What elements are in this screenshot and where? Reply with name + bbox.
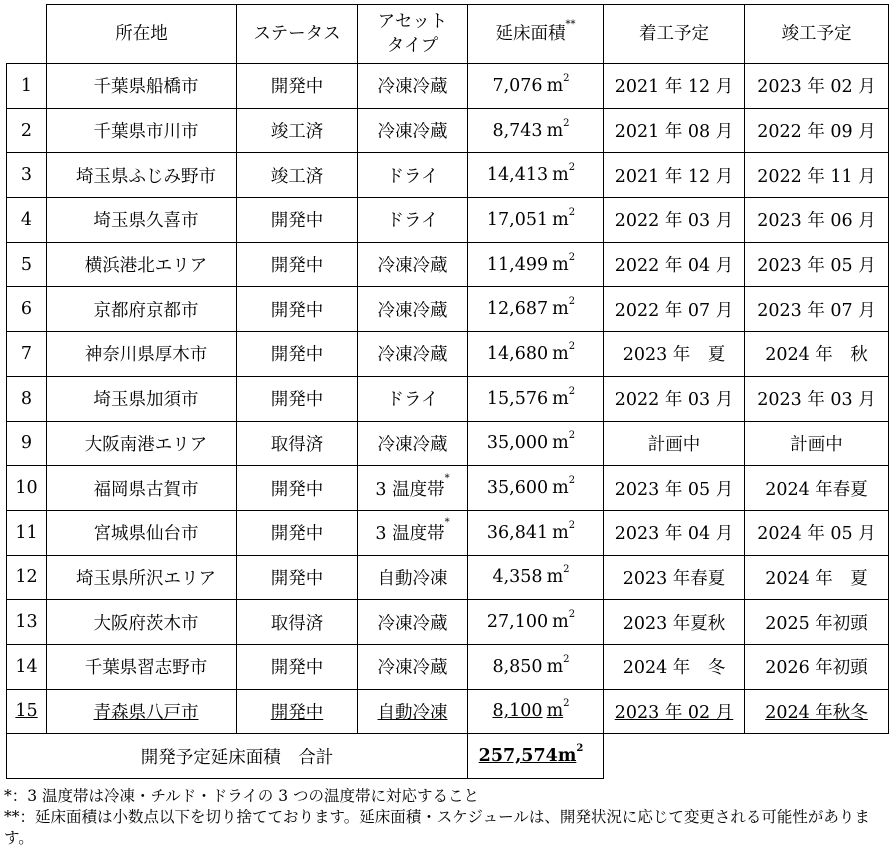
row-floor-area: [468, 287, 604, 332]
header-asset-type-line1: アセット: [377, 12, 448, 32]
row-floor-area-unit: m: [546, 75, 564, 96]
row-number-text: 8: [20, 388, 33, 409]
table-row: [7, 644, 889, 689]
row-number: [7, 376, 47, 421]
row-completion-text: 2023 年 03 月: [757, 390, 876, 411]
header-status: ステータス: [237, 5, 358, 64]
row-start: [604, 242, 745, 287]
row-floor-area-unit-sup: 2: [568, 340, 576, 352]
row-floor-area-unit-sup: 2: [563, 653, 570, 665]
row-location-text: 京都府京都市: [93, 300, 199, 321]
row-start-text: 2021 年 12 月: [614, 166, 734, 187]
row-floor-area-unit-sup: 2: [568, 430, 576, 442]
row-status: [237, 332, 358, 377]
table-row: [7, 689, 889, 734]
row-asset-type-text: 冷凍冷蔵: [377, 256, 448, 277]
row-floor-area-unit: m: [552, 299, 569, 320]
row-start-text: 2023 年 02 月: [614, 702, 734, 723]
table-row: [7, 198, 889, 243]
row-asset-type: [358, 287, 468, 332]
row-asset-type-text: 3 温度帯: [375, 479, 445, 500]
row-status-text: 開発中: [270, 524, 324, 545]
row-status: [237, 421, 358, 466]
row-completion: [745, 108, 889, 153]
row-completion: [745, 376, 889, 421]
row-number-text: 14: [15, 656, 38, 677]
row-location-text: 千葉県船橋市: [93, 77, 199, 98]
row-floor-area-value: 27,100: [486, 612, 549, 633]
row-floor-area: [468, 600, 604, 645]
row-completion-text: 2022 年 11 月: [757, 166, 876, 187]
row-completion: [745, 242, 889, 287]
row-floor-area-unit: m: [552, 433, 569, 454]
row-asset-type-text: 自動冷凍: [377, 702, 448, 723]
row-asset-type-text: 冷凍冷蔵: [377, 300, 448, 321]
row-location: [47, 689, 237, 734]
table-row: [7, 287, 889, 332]
header-corner: [7, 5, 47, 64]
row-asset-type-text: 3 温度帯: [375, 524, 445, 545]
row-completion: [745, 510, 889, 555]
row-number: [7, 421, 47, 466]
row-floor-area-unit: m: [552, 165, 569, 186]
total-value: [468, 734, 604, 779]
row-status-text: 開発中: [270, 658, 324, 679]
row-floor-area: [468, 555, 604, 600]
row-floor-area-unit-sup: 2: [568, 162, 576, 174]
row-location-text: 福岡県古賀市: [93, 479, 199, 500]
row-completion-text: 2025 年初頭: [765, 613, 868, 634]
row-start: [604, 466, 745, 511]
row-status-text: 取得済: [270, 613, 324, 634]
header-location: 所在地: [47, 5, 237, 64]
row-asset-type-text: ドライ: [386, 390, 439, 411]
row-start-text: 2023 年夏秋: [622, 613, 726, 634]
row-floor-area-unit: m: [552, 343, 569, 364]
row-location-text: 横浜港北エリア: [84, 256, 208, 277]
row-start: [604, 689, 745, 734]
row-floor-area-value: 4,358: [492, 567, 543, 588]
row-start-text: 2021 年 08 月: [614, 122, 734, 143]
row-asset-type: [358, 332, 468, 377]
row-number-text: 11: [15, 522, 38, 543]
row-asset-type: [358, 510, 468, 555]
row-floor-area-unit-sup: 2: [568, 296, 576, 308]
row-number-text: 10: [15, 478, 38, 499]
row-asset-type-mark: *: [444, 517, 450, 529]
row-location-text: 埼玉県ふじみ野市: [76, 166, 216, 187]
row-number: [7, 108, 47, 153]
row-number: [7, 689, 47, 734]
row-status-text: 取得済: [270, 434, 324, 455]
row-start-text: 2023 年春夏: [622, 568, 726, 589]
table-row: [7, 555, 889, 600]
row-status: [237, 689, 358, 734]
row-number-text: 3: [20, 165, 33, 186]
table-row: [7, 242, 889, 287]
row-floor-area-unit-sup: 2: [563, 564, 570, 576]
row-floor-area-unit-sup: 2: [568, 251, 576, 263]
footnotes: [4, 786, 892, 849]
row-asset-type: [358, 108, 468, 153]
row-location-text: 青森県八戸市: [93, 702, 199, 723]
row-status: [237, 466, 358, 511]
row-status-text: 竣工済: [270, 122, 324, 143]
row-location: [47, 242, 237, 287]
row-status-text: 開発中: [270, 211, 324, 232]
total-row: [7, 734, 889, 779]
row-status: [237, 510, 358, 555]
row-completion: [745, 466, 889, 511]
row-location-text: 埼玉県所沢エリア: [76, 568, 216, 589]
row-completion: [745, 644, 889, 689]
table-row: [7, 108, 889, 153]
row-status: [237, 644, 358, 689]
table-row: [7, 376, 889, 421]
row-floor-area-value: 12,687: [486, 299, 549, 320]
row-status: [237, 376, 358, 421]
row-floor-area-unit: m: [546, 656, 564, 677]
row-floor-area: [468, 510, 604, 555]
row-location: [47, 287, 237, 332]
row-asset-type: [358, 600, 468, 645]
row-status-text: 開発中: [270, 256, 324, 277]
row-floor-area-value: 36,841: [486, 522, 549, 543]
row-location: [47, 466, 237, 511]
row-asset-type-text: 冷凍冷蔵: [377, 658, 448, 679]
row-asset-type: [358, 689, 468, 734]
row-start: [604, 600, 745, 645]
table-row: [7, 600, 889, 645]
table-row: [7, 510, 889, 555]
row-location: [47, 600, 237, 645]
row-number: [7, 332, 47, 377]
header-completion: 竣工予定: [745, 5, 889, 64]
row-number: [7, 644, 47, 689]
row-completion-text: 2026 年初頭: [765, 658, 868, 679]
row-completion-text: 2024 年 夏: [765, 568, 868, 589]
row-floor-area: [468, 198, 604, 243]
row-completion: [745, 421, 889, 466]
row-floor-area-unit: m: [552, 388, 569, 409]
row-asset-type: [358, 466, 468, 511]
row-floor-area: [468, 644, 604, 689]
table-row: [7, 421, 889, 466]
row-completion-text: 2024 年 05 月: [757, 524, 876, 545]
row-status-text: 開発中: [270, 300, 324, 321]
row-floor-area: [468, 242, 604, 287]
row-floor-area-unit: m: [546, 701, 564, 722]
row-number-text: 4: [20, 209, 33, 230]
row-number: [7, 555, 47, 600]
row-floor-area-unit: m: [552, 254, 569, 275]
row-completion: [745, 198, 889, 243]
row-number: [7, 242, 47, 287]
row-start: [604, 421, 745, 466]
row-start: [604, 64, 745, 109]
row-floor-area-unit-sup: 2: [568, 206, 576, 218]
row-floor-area-unit-sup: 2: [563, 698, 570, 710]
row-floor-area-unit: m: [552, 522, 569, 543]
row-location-text: 千葉県市川市: [93, 122, 199, 143]
row-status-text: 開発中: [270, 568, 324, 589]
table-row: [7, 64, 889, 109]
row-start: [604, 332, 745, 377]
row-asset-type-text: 冷凍冷蔵: [377, 613, 448, 634]
row-location: [47, 644, 237, 689]
row-location: [47, 108, 237, 153]
row-asset-type-text: 冷凍冷蔵: [377, 434, 448, 455]
row-number-text: 9: [20, 433, 33, 454]
row-start: [604, 644, 745, 689]
row-floor-area: [468, 153, 604, 198]
row-location: [47, 376, 237, 421]
row-asset-type-text: 自動冷凍: [377, 568, 448, 589]
table-row: [7, 332, 889, 377]
row-status: [237, 600, 358, 645]
row-location-text: 宮城県仙台市: [93, 524, 199, 545]
row-asset-type: [358, 64, 468, 109]
row-completion: [745, 689, 889, 734]
row-location: [47, 64, 237, 109]
row-completion-text: 2024 年 秋: [765, 345, 868, 366]
row-status-text: 開発中: [270, 345, 324, 366]
row-floor-area-value: 15,576: [486, 388, 549, 409]
row-status: [237, 242, 358, 287]
row-start-text: 2024 年 冬: [622, 658, 726, 679]
total-empty-1: [604, 734, 745, 779]
row-number: [7, 198, 47, 243]
row-floor-area-unit: m: [552, 612, 569, 633]
row-completion-text: 2023 年 06 月: [757, 211, 876, 232]
row-completion-text: 2024 年秋冬: [765, 702, 868, 723]
row-start-text: 計画中: [647, 434, 701, 455]
row-completion: [745, 600, 889, 645]
row-location-text: 大阪南港エリア: [84, 434, 208, 455]
row-status-text: 開発中: [270, 702, 324, 723]
row-number-text: 7: [20, 343, 33, 364]
development-table: [6, 4, 889, 779]
row-location-text: 千葉県習志野市: [84, 658, 208, 679]
row-number: [7, 600, 47, 645]
row-completion-text: 2024 年春夏: [765, 479, 868, 500]
row-status: [237, 198, 358, 243]
row-start-text: 2023 年 05 月: [614, 479, 734, 500]
row-floor-area: [468, 421, 604, 466]
row-completion: [745, 332, 889, 377]
row-floor-area-value: 35,000: [486, 433, 549, 454]
row-location-text: 大阪府茨木市: [93, 613, 199, 634]
row-number: [7, 510, 47, 555]
row-status-text: 竣工済: [270, 166, 324, 187]
row-number-text: 13: [15, 612, 38, 633]
row-floor-area-value: 8,100: [492, 701, 543, 722]
row-status: [237, 555, 358, 600]
row-location: [47, 510, 237, 555]
row-start: [604, 287, 745, 332]
row-asset-type-text: 冷凍冷蔵: [377, 345, 448, 366]
row-completion: [745, 153, 889, 198]
row-asset-type: [358, 421, 468, 466]
row-location: [47, 555, 237, 600]
row-floor-area-unit: m: [546, 120, 564, 141]
row-start: [604, 108, 745, 153]
row-floor-area-value: 17,051: [486, 209, 549, 230]
row-floor-area-unit: m: [552, 478, 569, 499]
row-number: [7, 466, 47, 511]
row-number-text: 2: [20, 120, 33, 141]
row-number-text: 12: [15, 567, 38, 588]
row-number: [7, 153, 47, 198]
row-number: [7, 287, 47, 332]
row-floor-area: [468, 108, 604, 153]
row-number-text: 5: [20, 254, 33, 275]
row-asset-type-text: ドライ: [386, 166, 439, 187]
header-floor-area: [468, 5, 604, 64]
row-asset-type-mark: *: [444, 472, 450, 484]
row-asset-type: [358, 376, 468, 421]
footnote-2: **：延床面積は小数点以下を切り捨てております。延床面積・スケジュールは、開発状況に応じて変更される可能性があります。: [4, 808, 870, 847]
header-start: 着工予定: [604, 5, 745, 64]
row-floor-area: [468, 689, 604, 734]
row-asset-type: [358, 242, 468, 287]
row-start-text: 2021 年 12 月: [614, 77, 734, 98]
row-floor-area-unit-sup: 2: [568, 609, 576, 621]
row-completion-text: 2023 年 07 月: [757, 300, 876, 321]
header-floor-area-mark: **: [565, 19, 576, 30]
row-asset-type: [358, 644, 468, 689]
row-status-text: 開発中: [270, 390, 324, 411]
row-floor-area: [468, 332, 604, 377]
row-floor-area-unit-sup: 2: [568, 385, 576, 397]
total-empty-2: [745, 734, 889, 779]
row-asset-type: [358, 198, 468, 243]
row-location-text: 埼玉県久喜市: [93, 211, 199, 232]
row-floor-area: [468, 64, 604, 109]
row-status-text: 開発中: [270, 77, 324, 98]
row-floor-area: [468, 376, 604, 421]
row-status: [237, 64, 358, 109]
row-floor-area-value: 8,743: [492, 120, 543, 141]
row-number: [7, 64, 47, 109]
row-location-text: 埼玉県加須市: [93, 390, 199, 411]
row-floor-area-value: 7,076: [492, 75, 543, 96]
row-completion: [745, 64, 889, 109]
row-floor-area-unit: m: [552, 209, 569, 230]
row-asset-type: [358, 555, 468, 600]
row-completion-text: 2022 年 09 月: [757, 122, 876, 143]
row-floor-area: [468, 466, 604, 511]
row-floor-area-value: 8,850: [492, 656, 543, 677]
row-asset-type-text: ドライ: [386, 211, 439, 232]
table-row: [7, 153, 889, 198]
row-start: [604, 376, 745, 421]
header-floor-area-label: 延床面積: [495, 24, 566, 44]
row-start-text: 2023 年 夏: [622, 345, 726, 366]
row-start-text: 2023 年 04 月: [614, 524, 734, 545]
total-value-unit-sup: 2: [576, 743, 584, 755]
row-number-text: 15: [15, 701, 38, 722]
row-start: [604, 510, 745, 555]
row-location: [47, 153, 237, 198]
row-completion-text: 2023 年 05 月: [757, 256, 876, 277]
row-location-text: 神奈川県厚木市: [84, 345, 208, 366]
row-floor-area-unit-sup: 2: [568, 519, 576, 531]
row-floor-area-value: 14,680: [486, 343, 549, 364]
row-floor-area-unit-sup: 2: [563, 72, 570, 84]
row-floor-area-unit-sup: 2: [563, 117, 570, 129]
row-number-text: 1: [20, 75, 33, 96]
row-start-text: 2022 年 03 月: [614, 211, 734, 232]
row-completion-text: 計画中: [790, 434, 843, 455]
row-location: [47, 332, 237, 377]
row-floor-area-value: 11,499: [486, 254, 549, 275]
footnote-1: *：3 温度帯は冷凍・チルド・ドライの 3 つの温度帯に対応すること: [4, 787, 480, 805]
row-asset-type: [358, 153, 468, 198]
row-start-text: 2022 年 03 月: [614, 390, 734, 411]
row-completion: [745, 555, 889, 600]
row-status: [237, 287, 358, 332]
header-asset-type-line2: タイプ: [386, 36, 439, 56]
row-floor-area-unit-sup: 2: [568, 475, 576, 487]
row-start-text: 2022 年 07 月: [614, 300, 734, 321]
row-status-text: 開発中: [270, 479, 324, 500]
row-asset-type-text: 冷凍冷蔵: [377, 122, 448, 143]
row-start: [604, 153, 745, 198]
row-start: [604, 555, 745, 600]
header-row: [7, 5, 889, 64]
row-number-text: 6: [20, 299, 33, 320]
total-label: 開発予定延床面積 合計: [7, 734, 468, 779]
row-location: [47, 198, 237, 243]
row-start-text: 2022 年 04 月: [614, 256, 734, 277]
row-start: [604, 198, 745, 243]
total-value-number: 257,574: [478, 746, 558, 767]
row-location: [47, 421, 237, 466]
table-row: [7, 466, 889, 511]
row-status: [237, 153, 358, 198]
row-completion-text: 2023 年 02 月: [757, 77, 876, 98]
total-value-unit: m: [557, 746, 577, 767]
row-floor-area-value: 14,413: [486, 165, 549, 186]
header-asset-type: [358, 5, 468, 64]
row-floor-area-unit: m: [546, 567, 564, 588]
row-floor-area-value: 35,600: [486, 478, 549, 499]
row-status: [237, 108, 358, 153]
row-asset-type-text: 冷凍冷蔵: [377, 77, 448, 98]
row-completion: [745, 287, 889, 332]
